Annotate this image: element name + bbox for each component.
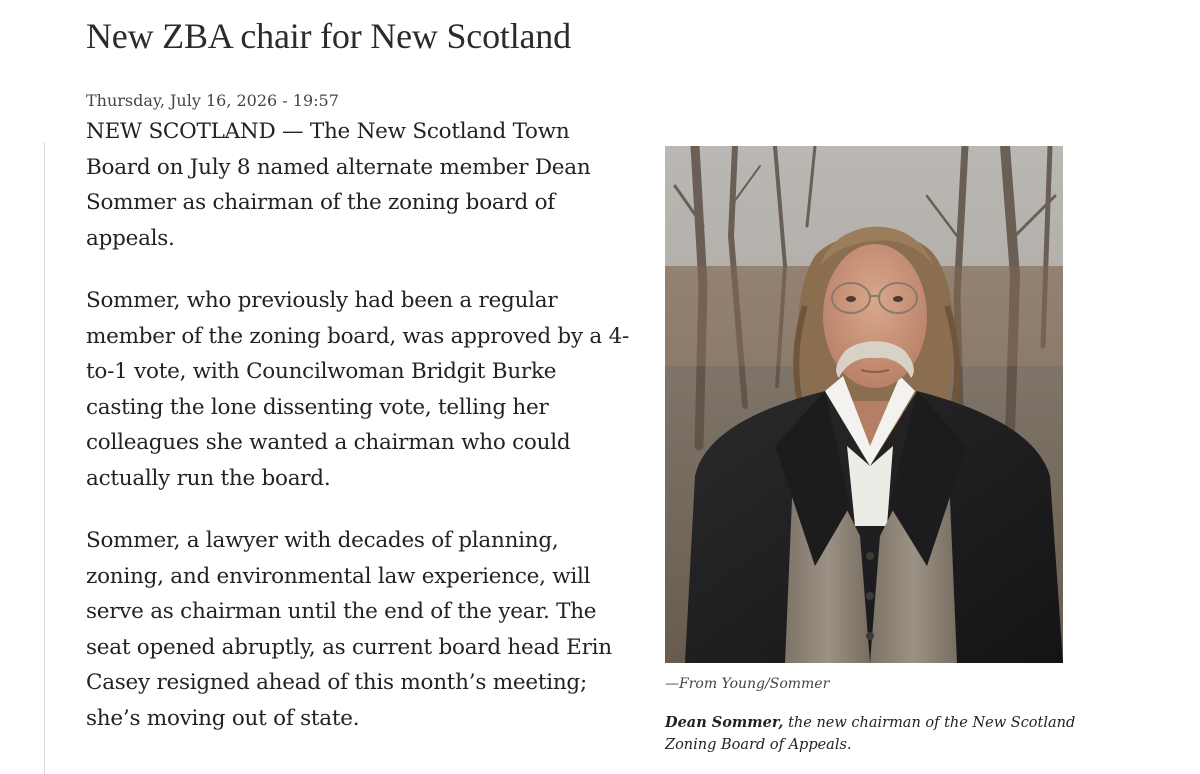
photo-credit: —From Young/Sommer	[665, 676, 830, 692]
article-body	[86, 114, 634, 763]
article-headline: New ZBA chair for New Scotland	[86, 16, 571, 56]
caption-name: Dean Sommer,	[665, 714, 784, 731]
article-paragraph: Sommer, a lawyer with decades of planning, zoning, and environmental law experience, will serve as chairman until the end of the year. The seat opened abruptly, as current board head Erin Casey resigned ahead of this month’s meeting; she’s moving out of state.	[86, 528, 612, 731]
left-divider	[44, 142, 45, 774]
article-paragraph: Sommer, who previously had been a regular member of the zoning board, was approved by a 4-to-1 vote, with Councilwoman Bridgit Burke casting the lone dissenting vote, telling her colleagues she wanted a chairman who could actually run the board.	[86, 288, 630, 491]
article-paragraph: NEW SCOTLAND — The New Scotland Town Board on July 8 named alternate member Dean Sommer as chairman of the zoning board of appeals.	[86, 119, 591, 251]
caption-text: the new chairman of the New Scotland Zoning Board of Appeals.	[665, 715, 1076, 753]
photo-caption	[665, 712, 1095, 756]
article-dateline: Thursday, July 16, 2026 - 19:57	[86, 91, 339, 110]
portrait-photo	[665, 146, 1063, 663]
article-photo-figure	[665, 146, 1063, 663]
